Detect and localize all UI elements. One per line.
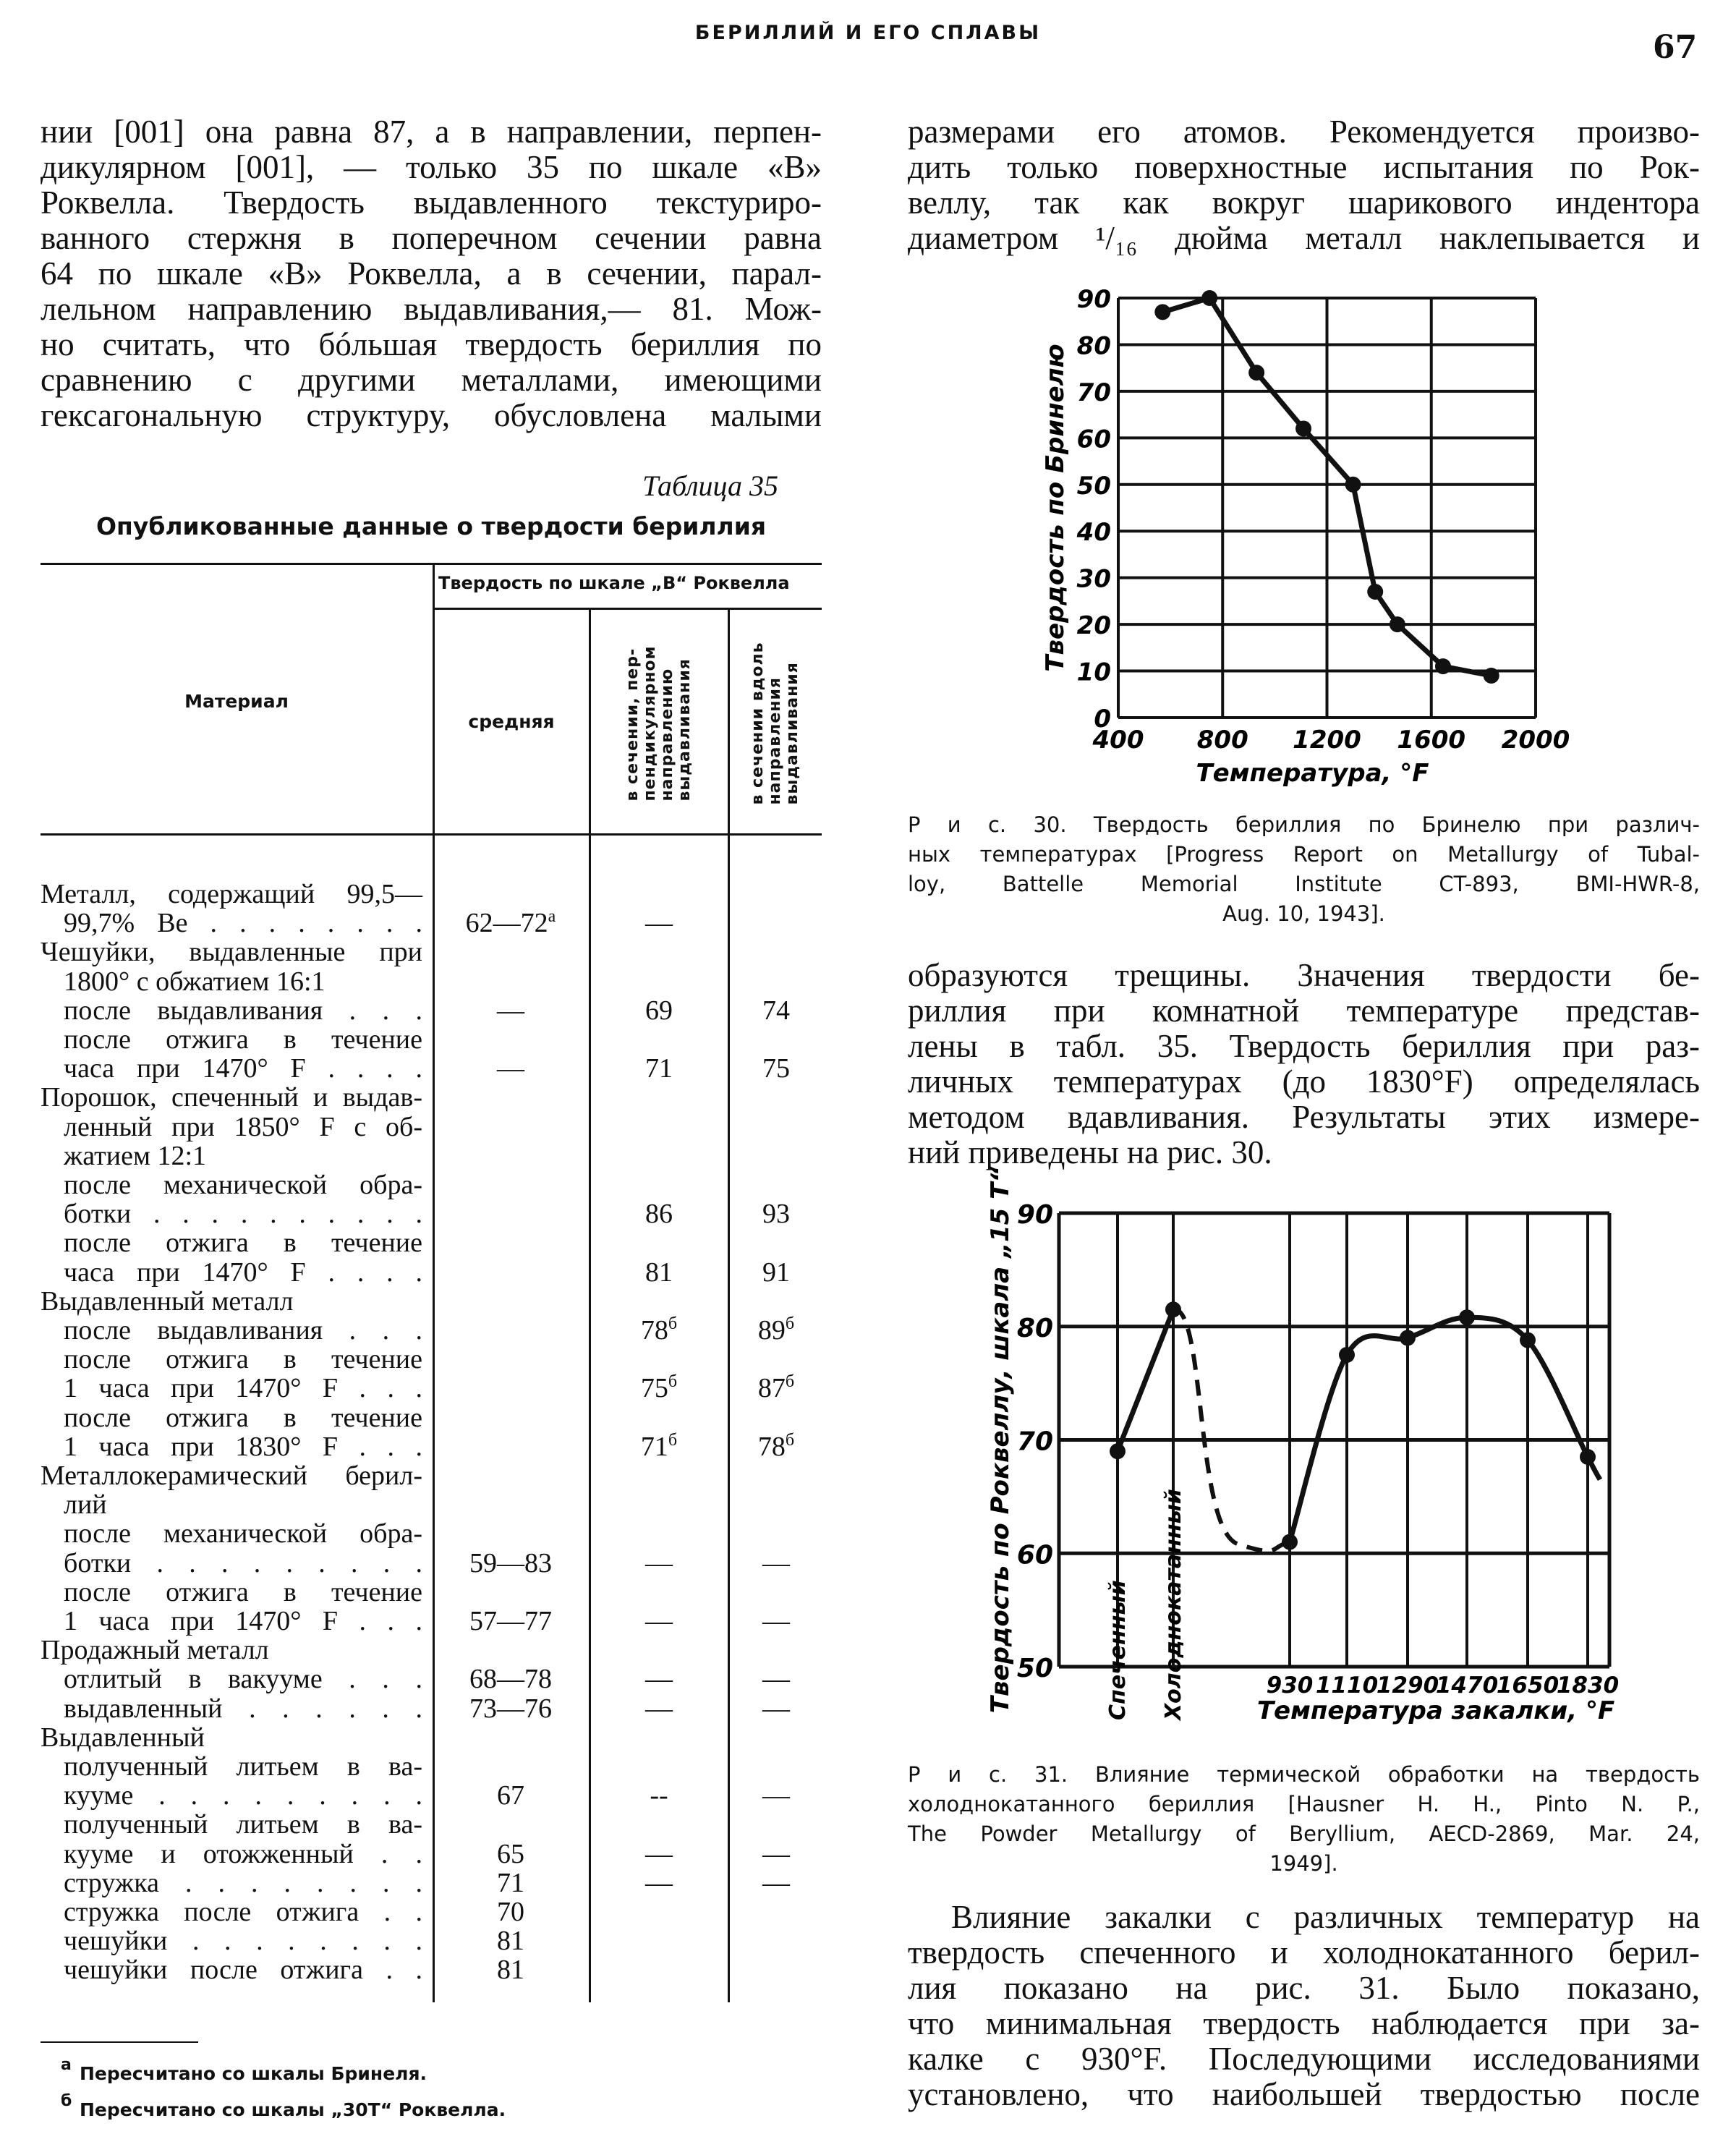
value: 57—77 <box>469 1606 552 1636</box>
material-cell: часа при 1470° F . . . . <box>64 1053 422 1084</box>
material-cell: Металл, содержащий 99,5— <box>41 879 422 909</box>
text-line: холоднокатанного бериллия [Hausner H. H., Pinto N. P., <box>908 1792 1700 1816</box>
material-cell: стружка . . . . . . . . <box>64 1867 422 1898</box>
value: 93 <box>762 1199 790 1230</box>
value: 68—78 <box>469 1664 552 1695</box>
footnote-mark: б <box>785 1372 795 1392</box>
running-head: БЕРИЛЛИЙ И ЕГО СПЛАВЫ <box>694 22 1042 44</box>
footnote-mark: б <box>668 1314 678 1333</box>
table-label: Таблица 35 <box>642 469 778 502</box>
text-line: Влияние закалки с различных температур на <box>951 1899 1700 1935</box>
value: — <box>762 1867 790 1898</box>
header-line: в сечении, пер- <box>624 647 642 802</box>
text-line: лия показано на рис. 31. Было показано, <box>908 1970 1700 2006</box>
value: 69 <box>645 995 673 1026</box>
data-point <box>1282 1534 1298 1550</box>
header-line: направления <box>766 677 784 805</box>
text-line: гексагональную структуру, обусловлена малыми <box>41 397 822 433</box>
text-line: но считать, что бóльшая твердость бериллия по <box>41 326 822 362</box>
value: 89 <box>757 1315 786 1346</box>
value: — <box>645 1838 673 1869</box>
material-cell: 99,7% Be . . . . . . . . <box>64 908 422 939</box>
text-line: лены в табл. 35. Твердость бериллия при раз- <box>908 1028 1700 1064</box>
footnote-mark: б <box>61 2092 72 2110</box>
value: — <box>497 995 524 1026</box>
data-point <box>1248 365 1264 381</box>
data-point <box>1295 420 1311 436</box>
data-line <box>1290 1317 1600 1542</box>
data-point <box>1367 584 1383 600</box>
value: — <box>645 908 673 939</box>
value: — <box>762 1606 790 1636</box>
x-axis-label: Температура закалки, °F <box>1256 1696 1615 1725</box>
table-header-average: средняя <box>468 711 555 732</box>
value: 75 <box>762 1053 790 1084</box>
text-line: установлено, что наибольшей твердостью после <box>908 2076 1700 2112</box>
y-axis-label: Твердость по Бринелю <box>1041 344 1070 672</box>
data-point <box>1165 1301 1181 1317</box>
material-cell: полученный литьем в ва- <box>64 1751 422 1782</box>
text-line: loy, Battelle Memorial Institute CT-893, BMI-HWR-8, <box>908 872 1700 896</box>
value: 67 <box>497 1780 524 1811</box>
text-line: ванного стержня в поперечном сечении равна <box>41 220 822 256</box>
footnote-mark: а <box>61 2056 72 2074</box>
y-tick-label: 80 <box>1016 1313 1053 1343</box>
value: — <box>645 1867 673 1898</box>
value: — <box>762 1838 790 1869</box>
material-cell: 1 часа при 1470° F . . . <box>64 1606 422 1636</box>
data-point <box>1201 290 1217 306</box>
data-point <box>1580 1449 1596 1465</box>
material-cell: отлитый в вакууме . . . <box>64 1664 422 1695</box>
material-cell: часа при 1470° F . . . . <box>64 1257 422 1288</box>
value: 65 <box>497 1838 524 1869</box>
y-tick-label: 10 <box>1076 658 1111 687</box>
value: — <box>497 1053 524 1084</box>
material-cell: 1800° с обжатием 16:1 <box>64 966 326 997</box>
text-line: диаметром ¹/₁₆ дюйма металл наклепывается и <box>908 220 1700 256</box>
material-cell: после отжига в течение <box>64 1024 422 1055</box>
data-point <box>1390 616 1405 632</box>
material-cell: 1 часа при 1830° F . . . <box>64 1431 422 1462</box>
category-label: 1110 <box>1315 1672 1379 1699</box>
data-point <box>1435 658 1451 674</box>
y-tick-label: 50 <box>1016 1654 1053 1683</box>
x-tick-label: 1600 <box>1397 726 1466 754</box>
data-point <box>1110 1443 1126 1459</box>
material-cell: после механической обра- <box>64 1170 422 1200</box>
text-line: ных температурах [Progress Report on Metallurgy of Tubal- <box>908 842 1700 867</box>
text-line: дикулярном [001], — только 35 по шкале «B» <box>41 149 822 185</box>
text-line: методом вдавливания. Результаты этих измере- <box>908 1099 1700 1135</box>
text-line: Aug. 10, 1943]. <box>1222 901 1385 926</box>
data-point <box>1154 304 1170 320</box>
footnote-mark: б <box>668 1372 678 1392</box>
material-cell: после выдавливания . . . <box>64 1315 422 1346</box>
material-cell: после отжига в течение <box>64 1402 422 1433</box>
footnote-mark: б <box>785 1430 795 1450</box>
value: — <box>645 1693 673 1724</box>
value: 81 <box>497 1955 524 1986</box>
value: — <box>762 1664 790 1695</box>
category-label: 1650 <box>1496 1672 1560 1699</box>
value: — <box>645 1547 673 1578</box>
text-line: The Powder Metallurgy of Beryllium, AECD-2869, Mar. 24, <box>908 1821 1700 1846</box>
material-cell: Порошок, спеченный и выдав- <box>41 1082 422 1113</box>
value: 78 <box>757 1431 786 1462</box>
y-tick-label: 20 <box>1076 611 1111 641</box>
category-label: 1290 <box>1376 1672 1439 1699</box>
y-tick-label: 30 <box>1076 564 1111 594</box>
text-line: Р и с. 30. Твердость бериллия по Бринелю при различ- <box>908 812 1700 837</box>
category-label: 930 <box>1266 1672 1314 1699</box>
x-tick-label: 2000 <box>1501 726 1570 754</box>
x-tick-label: 1200 <box>1293 726 1361 754</box>
footnote-text: Пересчитано со шкалы Бринеля. <box>80 2063 427 2084</box>
value: — <box>645 1606 673 1636</box>
text-line: риллия при комнатной температуре представ- <box>908 992 1700 1029</box>
y-tick-label: 90 <box>1016 1200 1053 1230</box>
data-point <box>1345 477 1361 493</box>
table-header-material: Материал <box>184 691 289 712</box>
category-label: 1470 <box>1435 1672 1499 1699</box>
header-line: в сечении вдоль <box>749 642 767 805</box>
material-cell: ботки . . . . . . . . . <box>64 1547 422 1578</box>
data-point <box>1339 1347 1355 1363</box>
text-line: твердость спеченного и холоднокатанного берил- <box>908 1934 1700 1971</box>
material-cell: Выдавленный металл <box>41 1285 294 1317</box>
category-label: Спеченный <box>1105 1580 1131 1720</box>
text-line: 64 по шкале «B» Роквелла, а в сечении, парал- <box>41 255 822 292</box>
text-line: Роквелла. Твердость выдавленного текстуриро- <box>41 184 822 221</box>
value: 71 <box>497 1867 524 1898</box>
text-line: веллу, так как вокруг шарикового индентора <box>908 184 1700 221</box>
material-cell: после отжига в течение <box>64 1576 422 1607</box>
value: — <box>762 1547 790 1578</box>
value: 75 <box>640 1373 668 1404</box>
material-cell: после отжига в течение <box>64 1344 422 1375</box>
text-line: ний приведены на рис. 30. <box>908 1134 1272 1170</box>
text-line: сравнению с другими металлами, имеющими <box>41 362 822 398</box>
y-tick-label: 70 <box>1016 1427 1053 1457</box>
y-tick-label: 80 <box>1076 331 1111 361</box>
x-tick-label: 800 <box>1196 726 1248 754</box>
material-cell: лий <box>64 1489 107 1521</box>
value: 78 <box>640 1315 668 1346</box>
header-line: выдавливания <box>783 662 801 805</box>
text-line: образуются трещины. Значения твердости бе- <box>908 957 1700 993</box>
material-cell: Чешуйки, выдавленные при <box>41 937 422 968</box>
y-tick-label: 50 <box>1076 471 1111 501</box>
material-cell: кууме . . . . . . . . . <box>64 1780 422 1811</box>
material-cell: после отжига в течение <box>64 1228 422 1259</box>
value: 74 <box>762 995 790 1026</box>
data-point <box>1400 1330 1416 1346</box>
text-line: что минимальная твердость наблюдается при за- <box>908 2005 1700 2041</box>
header-line: направлению <box>658 668 676 802</box>
data-line <box>1118 1309 1173 1451</box>
data-point <box>1520 1332 1536 1348</box>
page-number: 67 <box>1653 29 1698 66</box>
material-cell: Металлокерамический берил- <box>41 1461 422 1491</box>
footnote-mark: б <box>668 1430 678 1450</box>
category-label: Холоднокатанный <box>1161 1489 1186 1720</box>
material-cell: жатием 12:1 <box>64 1140 207 1171</box>
material-cell: ленный при 1850° F с об- <box>64 1111 422 1142</box>
value: 71 <box>640 1431 668 1462</box>
x-axis-label: Температура, °F <box>1196 759 1429 788</box>
value: 70 <box>497 1897 524 1927</box>
x-tick-label: 400 <box>1092 726 1144 754</box>
material-cell: чешуйки . . . . . . . . <box>64 1926 422 1957</box>
text-line: Р и с. 31. Влияние термической обработки на твердость <box>908 1762 1700 1787</box>
material-cell: стружка после отжига . . <box>64 1897 422 1927</box>
value: 73—76 <box>469 1693 552 1724</box>
value: 91 <box>762 1257 790 1288</box>
value: 81 <box>497 1926 524 1957</box>
footnote-mark: а <box>548 907 556 927</box>
material-cell: после выдавливания . . . <box>64 995 422 1026</box>
y-tick-label: 60 <box>1076 425 1111 454</box>
value: 87 <box>757 1373 786 1404</box>
dashed-data-line <box>1173 1309 1290 1551</box>
material-cell: полученный литьем в ва- <box>64 1809 422 1840</box>
y-tick-label: 0 <box>1094 705 1111 734</box>
material-cell: выдавленный . . . . . . <box>64 1693 422 1724</box>
value: 86 <box>645 1199 673 1230</box>
text-line: калке с 930°F. Последующими исследованиями <box>908 2041 1700 2077</box>
table-title: Опубликованные данные о твердости бериллия <box>95 512 767 540</box>
footnote-mark: б <box>785 1314 795 1333</box>
y-axis-label: Твердость по Роквеллу, шкала „15 T“ <box>986 1166 1015 1714</box>
material-cell: Продажный металл <box>41 1635 269 1666</box>
value: 71 <box>645 1053 673 1084</box>
y-tick-label: 90 <box>1076 285 1111 314</box>
category-label: 1830 <box>1556 1672 1620 1699</box>
material-cell: чешуйки после отжига . . <box>64 1955 422 1986</box>
value: — <box>762 1693 790 1724</box>
header-line: пендикулярном <box>641 645 659 802</box>
text-line: личных температурах (до 1830°F) определялась <box>908 1063 1700 1100</box>
text-line: нии [001] она равна 87, а в направлении, перпен- <box>41 114 822 150</box>
y-tick-label: 60 <box>1016 1540 1053 1570</box>
header-line: выдавливания <box>676 658 694 802</box>
value: 81 <box>645 1257 673 1288</box>
material-cell: кууме и отожженный . . <box>64 1838 422 1869</box>
text-line: 1949]. <box>1269 1851 1338 1876</box>
data-point <box>1484 668 1499 684</box>
material-cell: Выдавленный <box>41 1722 205 1753</box>
value: — <box>762 1780 790 1811</box>
value: — <box>645 1664 673 1695</box>
data-point <box>1459 1309 1475 1325</box>
y-tick-label: 40 <box>1076 518 1111 548</box>
material-cell: 1 часа при 1470° F . . . <box>64 1373 422 1404</box>
material-cell: после механической обра- <box>64 1518 422 1550</box>
value: -- <box>650 1780 668 1811</box>
text-line: дить только поверхностные испытания по Рок- <box>908 149 1700 185</box>
text-line: лельном направлению выдавливания,— 81. Мож- <box>41 291 822 327</box>
text-line: размерами его атомов. Рекомендуется произво- <box>908 114 1700 150</box>
footnote-text: Пересчитано со шкалы „30T“ Роквелла. <box>80 2099 506 2120</box>
material-cell: ботки . . . . . . . . . . <box>64 1199 422 1230</box>
value: 62—72 <box>465 908 548 939</box>
table-header-group: Твердость по шкале „B“ Роквелла <box>438 573 790 593</box>
value: 59—83 <box>469 1547 552 1578</box>
y-tick-label: 70 <box>1076 378 1111 407</box>
